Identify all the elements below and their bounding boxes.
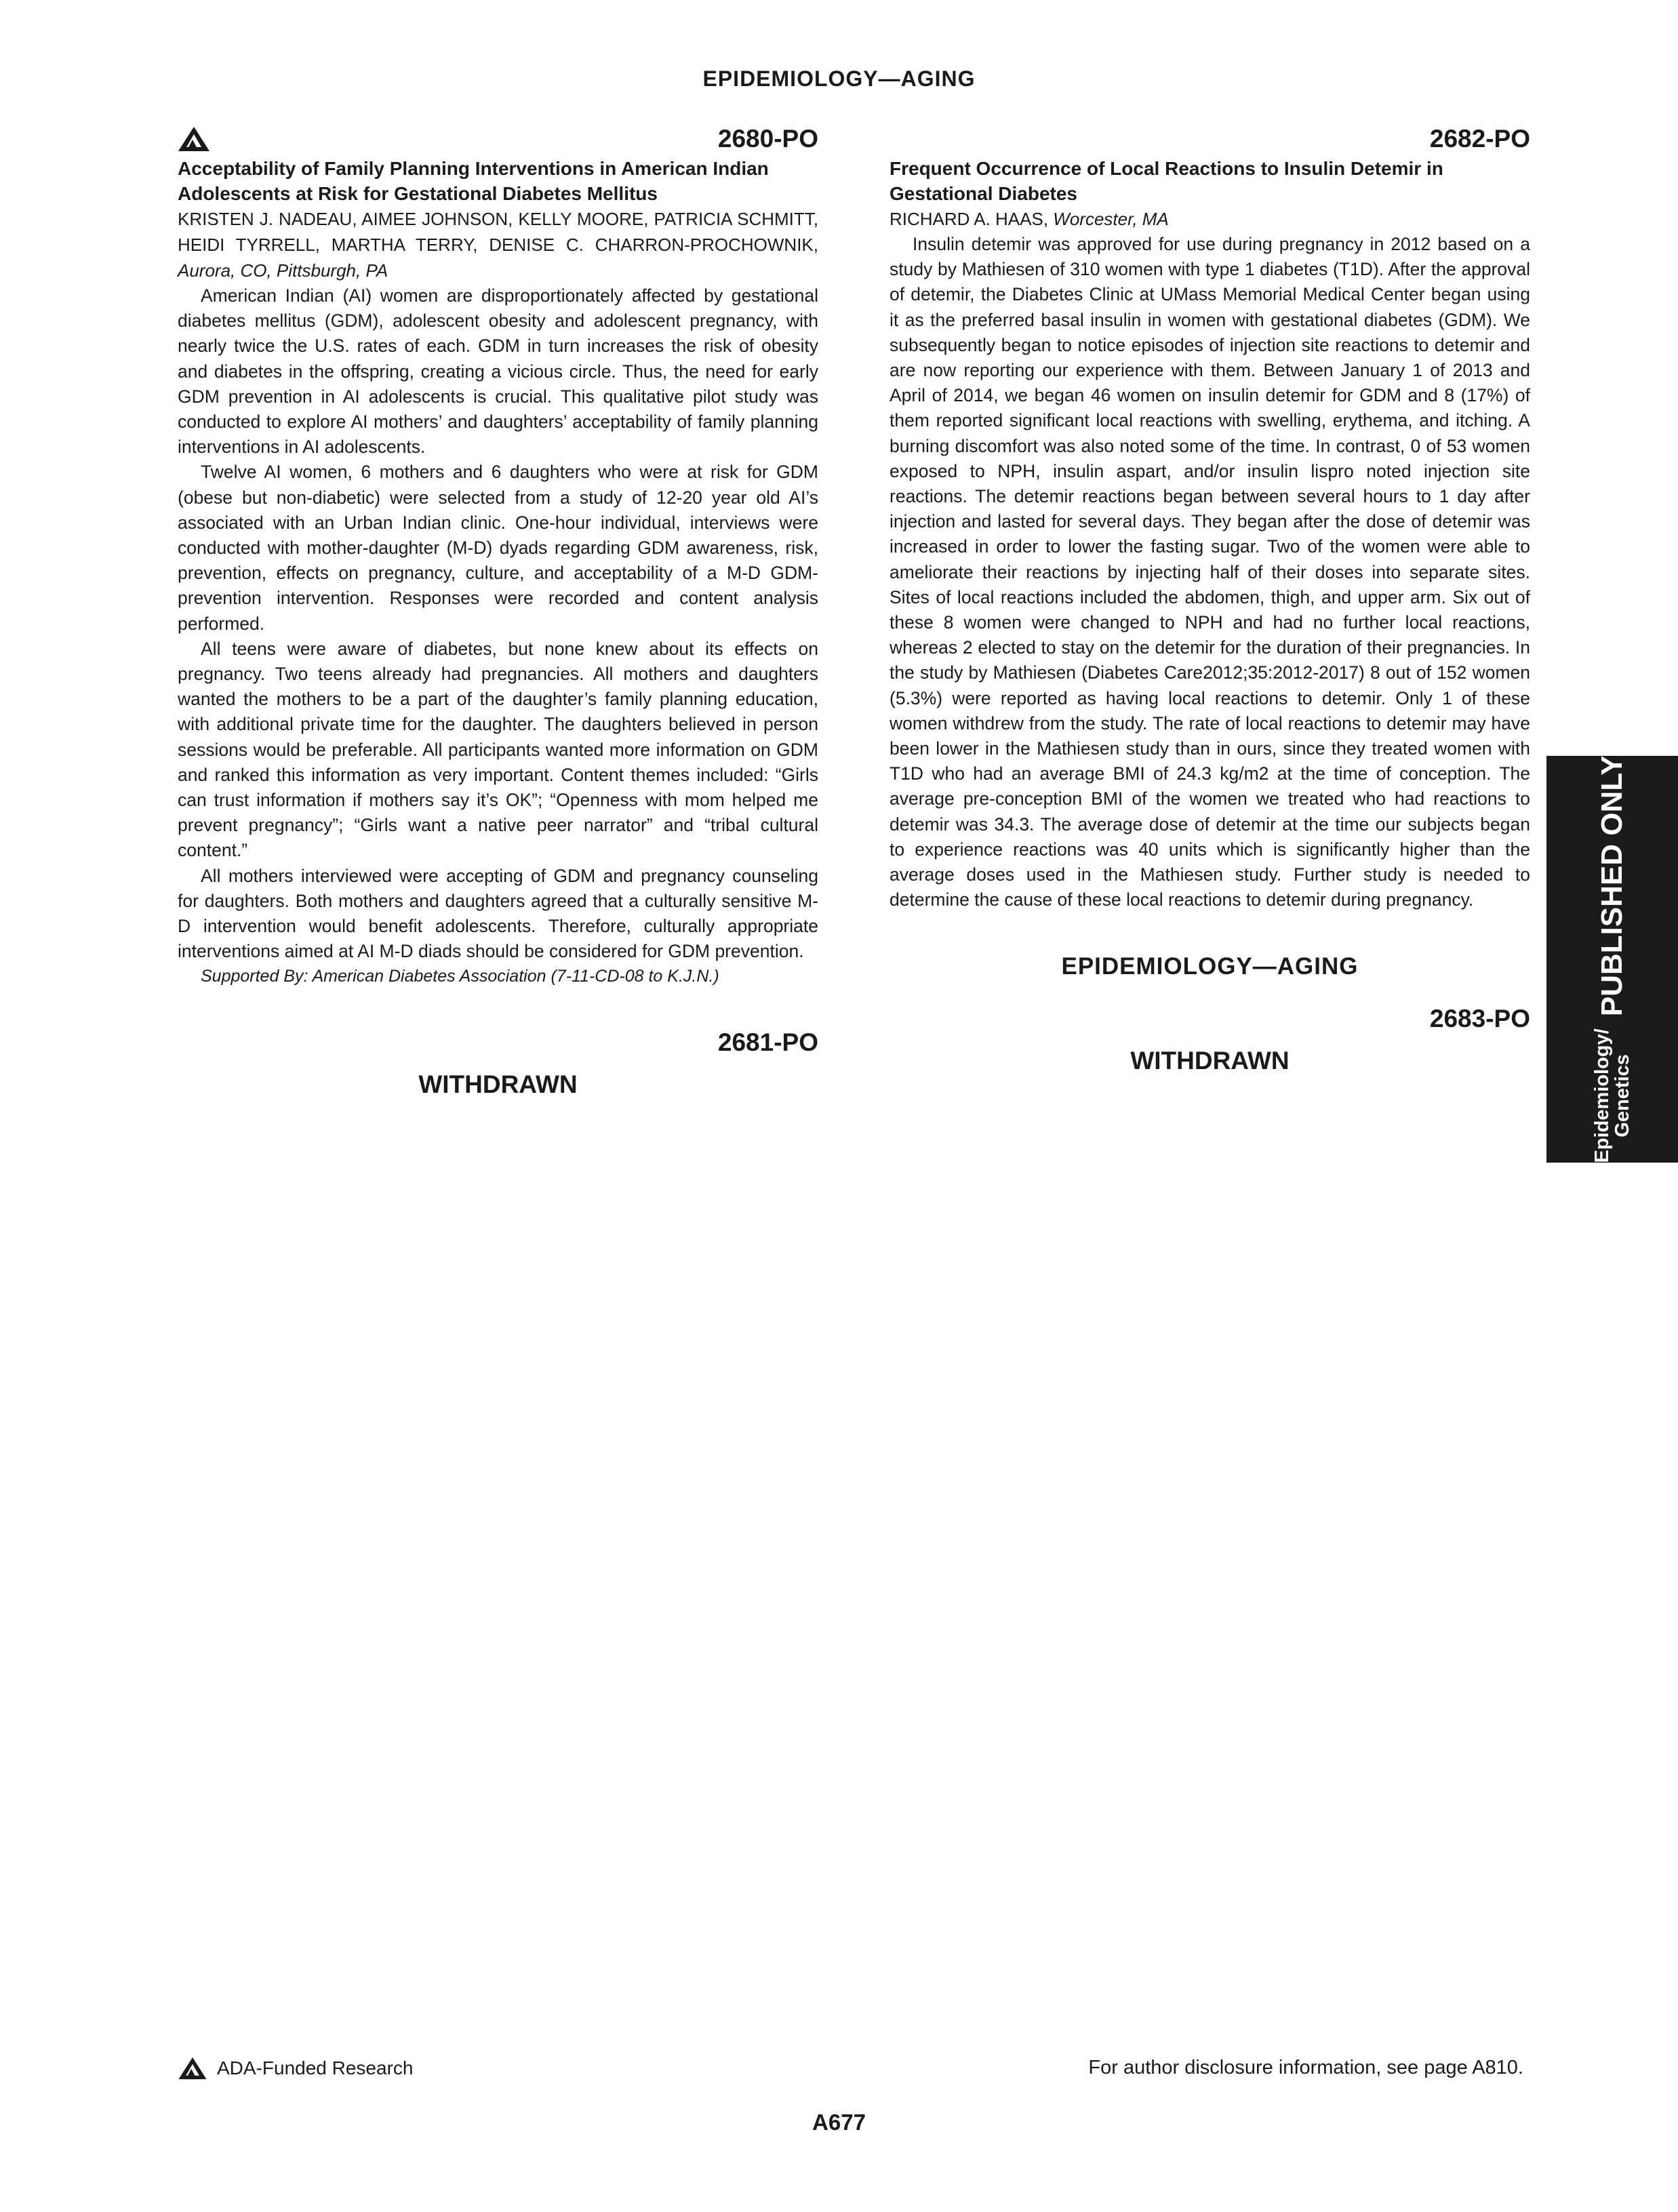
abstract-2681 (178, 1028, 818, 1099)
author-affiliation: Worcester, MA (1053, 209, 1169, 229)
page-number: A677 (812, 2110, 866, 2135)
abstract-number: 2681-PO (717, 1028, 818, 1057)
side-tab-category (1592, 1028, 1633, 1163)
abstract-authors (178, 206, 818, 283)
disclosure-note: For author disclosure information, see page A810. (1088, 2057, 1523, 2078)
ada-funded-label: ADA-Funded Research (217, 2057, 414, 2078)
section-heading: EPIDEMIOLOGY—AGING (1061, 953, 1359, 980)
side-tab-sub-line1: Epidemiology/ (1591, 1028, 1613, 1163)
author-list: KRISTEN J. NADEAU, AIMEE JOHNSON, KELLY MOORE, PATRICIA SCHMITT, HEIDI TYRRELL, MARTHA TERRY, DENISE C. CHARRON-PROCHOWNIK, (178, 209, 818, 255)
abstract-2680 (178, 122, 818, 989)
section-side-tab (1546, 756, 1678, 1163)
abstract-body (178, 283, 818, 964)
abstract-2682 (890, 122, 1530, 912)
abstract-title: Frequent Occurrence of Local Reactions to Insulin Detemir in Gestational Diabetes (890, 158, 1443, 204)
running-head: EPIDEMIOLOGY—AGING (702, 66, 976, 91)
abstract-number: 2683-PO (1429, 1005, 1530, 1033)
side-tab-main: PUBLISHED ONLY (1595, 755, 1629, 1017)
abstract-paragraph: Insulin detemir was approved for use during pregnancy in 2012 based on a study by Mathiesen of 310 women with type 1 diabetes (T1D). After the approval of detemir, the Diabetes Clinic at UMass Memorial Medical Center began using it as the preferred basal insulin in women with gestational diabetes (GDM). We subsequently began to notice episodes of injection site reactions to detemir and are now reporting our experience with them. Between January 1 of 2013 and April of 2014, we began 46 women on insulin detemir for GDM and 8 (17%) of them reported significant local reactions with swelling, erythema, and itching. A burning discomfort was also noted some of the time. In contrast, 0 of 53 women exposed to NPH, insulin aspart, and/or insulin lispro noted injection site reactions. The detemir reactions began between several hours to 1 day after injection and lasted for several days. They began after the dose of detemir was increased in order to lower the fasting sugar. Two of the women were able to ameliorate their reactions by injecting half of their doses into separate sites. Sites of local reactions included the abdomen, thigh, and upper arm. Six out of these 8 women were changed to NPH and had no further local reactions, whereas 2 elected to stay on the detemir for the duration of their pregnancies. In the study by Mathiesen (Diabetes Care2012;35:2012-2017) 8 out of 152 women (5.3%) were reported as having local reactions to detemir. Only 1 of these women withdrew from the study. The rate of local reactions to detemir may have been lower in the Mathiesen study than in ours, since they treated women with T1D who had an average BMI of 24.3 kg/m2 at the time of conception. The average pre-conception BMI of the women we treated who had reactions to detemir was 34.3. The average dose of detemir at the time our subjects began to experience reactions was 40 units which is significantly higher than the average doses used in the Mathiesen study. Further study is needed to determine the cause of these local reactions to detemir during pregnancy. (890, 234, 1530, 910)
abstract-paragraph: All teens were aware of diabetes, but none knew about its effects on pregnancy. Two teens already had pregnancies. All mothers and daughters wanted the mothers to be a part of the daughter’s family planning education, with additional private time for the daughter. The daughters believed in person sessions would be preferable. All participants wanted more information on GDM and ranked this information as very important. Content themes included: “Girls can trust information if mothers say it’s OK”; “Openness with mom helped me prevent pregnancy”; “Girls want a native peer narrator” and “tribal cultural content.” (178, 638, 818, 861)
abstract-paragraph: All mothers interviewed were accepting of GDM and pregnancy counseling for daughters. Both mothers and daughters agreed that a culturally sensitive M-D intervention would benefit adolescents. Therefore, culturally appropriate interventions aimed at AI M-D diads should be considered for GDM prevention. (178, 865, 818, 962)
abstract-header (178, 122, 818, 156)
abstract-number: 2682-PO (1429, 125, 1530, 153)
abstract-body (890, 232, 1530, 912)
withdrawn-label: WITHDRAWN (418, 1070, 578, 1099)
side-tab-row (1592, 756, 1633, 1163)
abstract-title: Acceptability of Family Planning Interventions in American Indian Adolescents at Risk for Gestational Diabetes Mellitus (178, 158, 769, 204)
support-statement: Supported By: American Diabetes Association (7-11-CD-08 to K.J.N.) (201, 967, 719, 986)
left-column (178, 122, 818, 1099)
author-list: RICHARD A. HAAS, (890, 209, 1049, 229)
abstract-number: 2680-PO (717, 125, 818, 153)
right-column (890, 122, 1530, 1075)
ada-funded-icon (178, 2057, 207, 2080)
withdrawn-label: WITHDRAWN (1130, 1047, 1290, 1075)
side-tab-sub-line2: Genetics (1612, 1054, 1633, 1138)
abstract-paragraph: American Indian (AI) women are disproportionately affected by gestational diabetes mellitus (GDM), adolescent obesity and adolescent pregnancy, with nearly twice the U.S. rates of each. GDM in turn increases the risk of obesity and diabetes in the offspring, creating a vicious circle. Thus, the need for early GDM prevention in AI adolescents is crucial. This qualitative pilot study was conducted to explore AI mothers’ and daughters’ acceptability of family planning interventions in AI adolescents. (178, 285, 818, 458)
abstract-authors (890, 206, 1530, 232)
abstract-2683 (890, 1005, 1530, 1075)
author-affiliation: Aurora, CO, Pittsburgh, PA (178, 260, 388, 281)
abstract-header (890, 122, 1530, 156)
footer-ada-note (178, 2057, 413, 2080)
side-tab-text (1592, 756, 1633, 1163)
abstract-paragraph: Twelve AI women, 6 mothers and 6 daughters who were at risk for GDM (obese but non-diabetic) were selected from a study of 12-20 year old AI’s associated with an Urban Indian clinic. One-hour individual, interviews were conducted with mother-daughter (M-D) dyads regarding GDM awareness, risk, prevention, effects on pregnancy, culture, and acceptability of a M-D GDM-prevention intervention. Responses were recorded and content analysis performed. (178, 462, 818, 634)
ada-funded-icon (178, 126, 210, 152)
